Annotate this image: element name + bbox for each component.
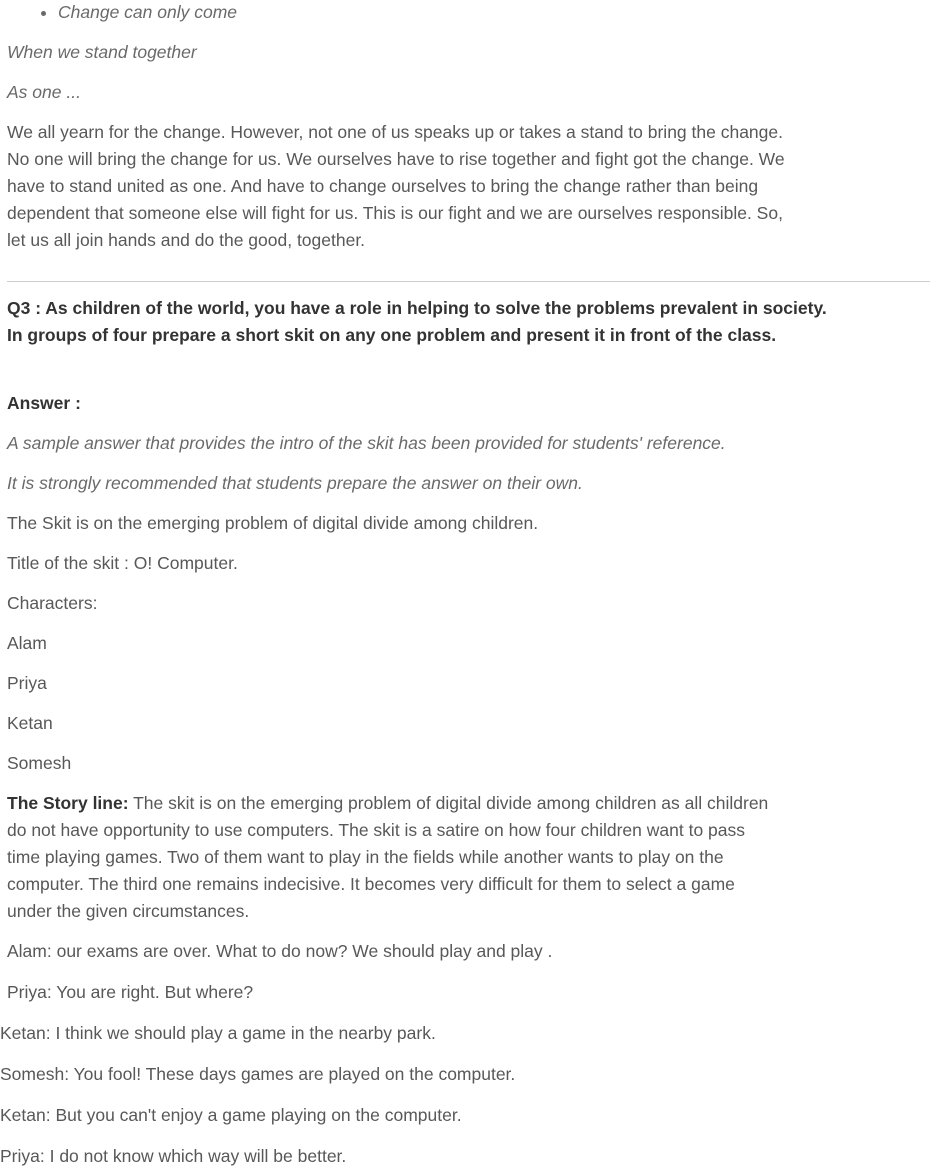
story-text: under the given circumstances. — [7, 901, 250, 921]
character-name: Priya — [7, 673, 47, 693]
paragraph-line: let us all join hands and do the good, together. — [7, 230, 366, 250]
dialogue-line: Priya: I do not know which way will be better. — [0, 1146, 347, 1166]
explanation-paragraph — [7, 119, 951, 254]
dialogue-line: Ketan: I think we should play a game in the nearby park. — [0, 1023, 436, 1043]
paragraph-line: dependent that someone else will fight for us. This is our fight and we are ourselves responsible. So, — [7, 203, 783, 223]
story-line-label: The Story line: — [7, 793, 129, 813]
paragraph-line: We all yearn for the change. However, not one of us speaks up or takes a stand to bring the change. — [7, 122, 783, 142]
story-text: computer. The third one remains indecisive. It becomes very difficult for them to select a game — [7, 874, 735, 894]
character-name: Somesh — [7, 753, 72, 773]
paragraph-line: have to stand united as one. And have to change ourselves to bring the change rather than being — [7, 176, 759, 196]
poem-line: As one ... — [7, 82, 81, 102]
dialogue-line: Somesh: You fool! These days games are played on the computer. — [0, 1064, 516, 1084]
paragraph-line: No one will bring the change for us. We ourselves have to rise together and fight got the change. We — [7, 149, 785, 169]
characters-label: Characters: — [7, 593, 98, 613]
answer-label: Answer : — [7, 393, 81, 413]
note-line: It is strongly recommended that students prepare the answer on their own. — [7, 473, 583, 493]
skit-title: Title of the skit : O! Computer. — [7, 553, 238, 573]
character-name: Alam — [7, 633, 47, 653]
poem-line: When we stand together — [7, 42, 197, 62]
note-line: A sample answer that provides the intro of the skit has been provided for students' reference. — [7, 433, 726, 453]
story-line-paragraph — [7, 790, 951, 925]
section-divider — [7, 281, 930, 282]
poem-bullet-line: • Change can only come — [58, 0, 951, 26]
question-line: In groups of four prepare a short skit on any one problem and present it in front of the class. — [7, 325, 777, 345]
story-text: time playing games. Two of them want to play in the fields while another wants to play on the — [7, 847, 724, 867]
story-text: do not have opportunity to use computers. The skit is a satire on how four children want to pass — [7, 820, 745, 840]
question-line: Q3 : As children of the world, you have a role in helping to solve the problems prevalent in society. — [7, 298, 827, 318]
question-heading — [7, 295, 951, 349]
dialogue-line: Alam: our exams are over. What to do now? We should play and play . — [7, 941, 553, 961]
story-text: The skit is on the emerging problem of digital divide among children as all children — [128, 793, 769, 813]
intro-text: The Skit is on the emerging problem of digital divide among children. — [7, 513, 539, 533]
character-name: Ketan — [7, 713, 53, 733]
dialogue-line: Ketan: But you can't enjoy a game playing on the computer. — [0, 1105, 462, 1125]
story-line-first — [7, 790, 951, 817]
poem-list — [7, 0, 951, 26]
dialogue-line: Priya: You are right. But where? — [7, 982, 254, 1002]
